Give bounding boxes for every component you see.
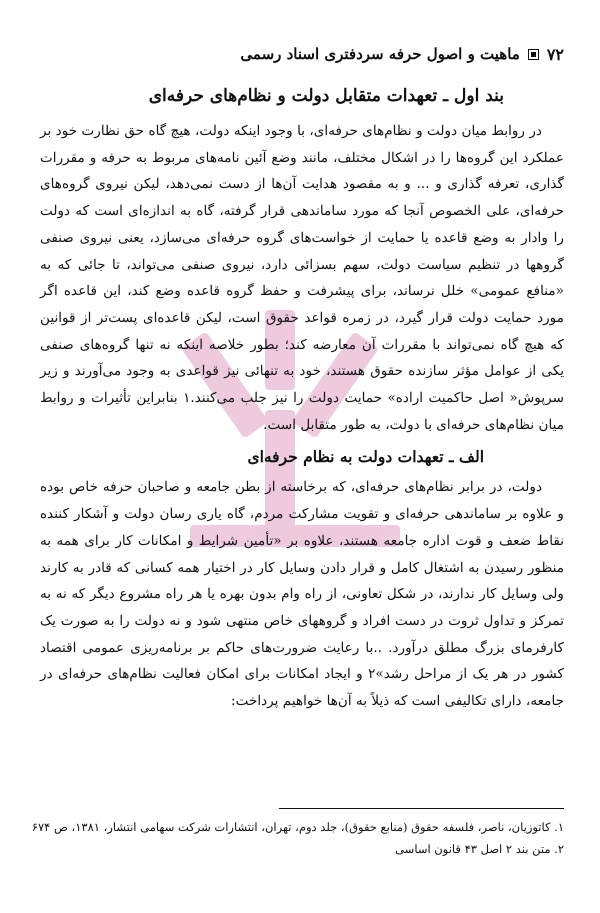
running-header <box>40 40 564 68</box>
section-title: بند اول ـ تعهدات متقابل دولت و نظام‌های حرفه‌ای <box>148 86 504 106</box>
square-bullet-icon <box>528 49 539 60</box>
footnote-divider <box>279 808 564 809</box>
footnotes <box>31 816 564 860</box>
footnote-2: ۲. متن بند ۲ اصل ۴۳ قانون اساسی <box>395 842 564 856</box>
header-title: ماهیت و اصول حرفه سردفتری اسناد رسمی <box>240 45 520 63</box>
paragraph-2: دولت، در برابر نظام‌های حرفه‌ای، که برخاسته از بطن جامعه و صاحبان حرفه خاص بوده و علاوه بر ساماندهی حرفه‌ای و تقویت مشارکت مردم، گاه یاری رسان دولت و آشکار کننده نقاط ضعف و قوت اداره جامعه هستند، علاوه بر «تأمین شرایط و امکانات کار برای همه به منظور رسیدن به اشتغال کامل و قرار دادن وسایل کار در اختیار همه کسانی که قادر به کارند ولی وسایل کار ندارند، در شکل تعاونی، از راه وام بدون بهره یا هر راه مشروع دیگر که نه به تمرکز و تداول ثروت در دست افراد و گروههای خاص منتهی شود و نه دولت را به صورت یک کارفرمای بزرگ مطلق درآورد. ..با رعایت ضرورت‌های حاکم بر برنامه‌ریزی عمومی اقتصاد کشور در هر یک از مراحل رشد»۲ و ایجاد امکانات برای امکان فعالیت نظام‌های حرفه‌ای در جامعه، دارای تکالیفی است که ذیلاً به آن‌ها خواهیم پرداخت: <box>40 479 565 710</box>
body-text <box>40 118 564 715</box>
footnote-1: ۱. کاتوزیان، ناصر، فلسفه حقوق (منابع حقوق)، جلد دوم، تهران، انتشارات شرکت سهامی انتشار، ۱۳۸۱، ص ۶۷۴ <box>31 820 564 834</box>
page-number: ۷۲ <box>546 44 564 64</box>
paragraph-1: در روابط میان دولت و نظام‌های حرفه‌ای، با وجود اینکه دولت، هیچ گاه حق نظارت خود بر عملکرد این گروه‌ها را در اشکال مختلف، مانند وضع آئین نامه‌های مربوط به حرفه و مقررات گذاری، تعرفه گذاری و ... و به مقصود هدایت آن‌ها از دست نمی‌دهد، لیکن نیروی گروه‌های حرفه‌ای، علی الخصوص آنجا که مورد ساماندهی قرار گرفته، گاه به اندازه‌ای است که دولت را وادار به وضع قاعده یا حمایت از خواست‌های گروه حرفه‌ای می‌سازد، یعنی نیروی صنفی گروهها در تنظیم سیاست دولت، سهم بسزائی دارد، نیروی صنفی می‌تواند، تا جائی که به «منافع عمومی» خلل نرساند، برای پیشرفت و حفظ گروه قاعده وضع کند، این قاعده اگر مورد حمایت دولت قرار گیرد، در زمره قواعد حقوق است، لیکن قاعده‌ای پست‌تر از قوانین که هیچ گاه نمی‌تواند با مقررات آن معارضه کند؛ بطور خلاصه اینکه نه تنها گروه‌های صنفی یکی از عوامل مؤثر سازنده حقوق هستند، خود به تنهائی نیز قواعدی به وجود می‌آورند و زیر سرپوش« اصل حاکمیت اراده» حمایت دولت را نیز جلب می‌کنند.۱ بنابراین تأثیرات و روابط میان نظام‌های حرفه‌ای با دولت، به طور متقابل است. <box>40 123 564 433</box>
subsection-title: الف ـ تعهدات دولت به نظام حرفه‌ای <box>247 447 484 467</box>
